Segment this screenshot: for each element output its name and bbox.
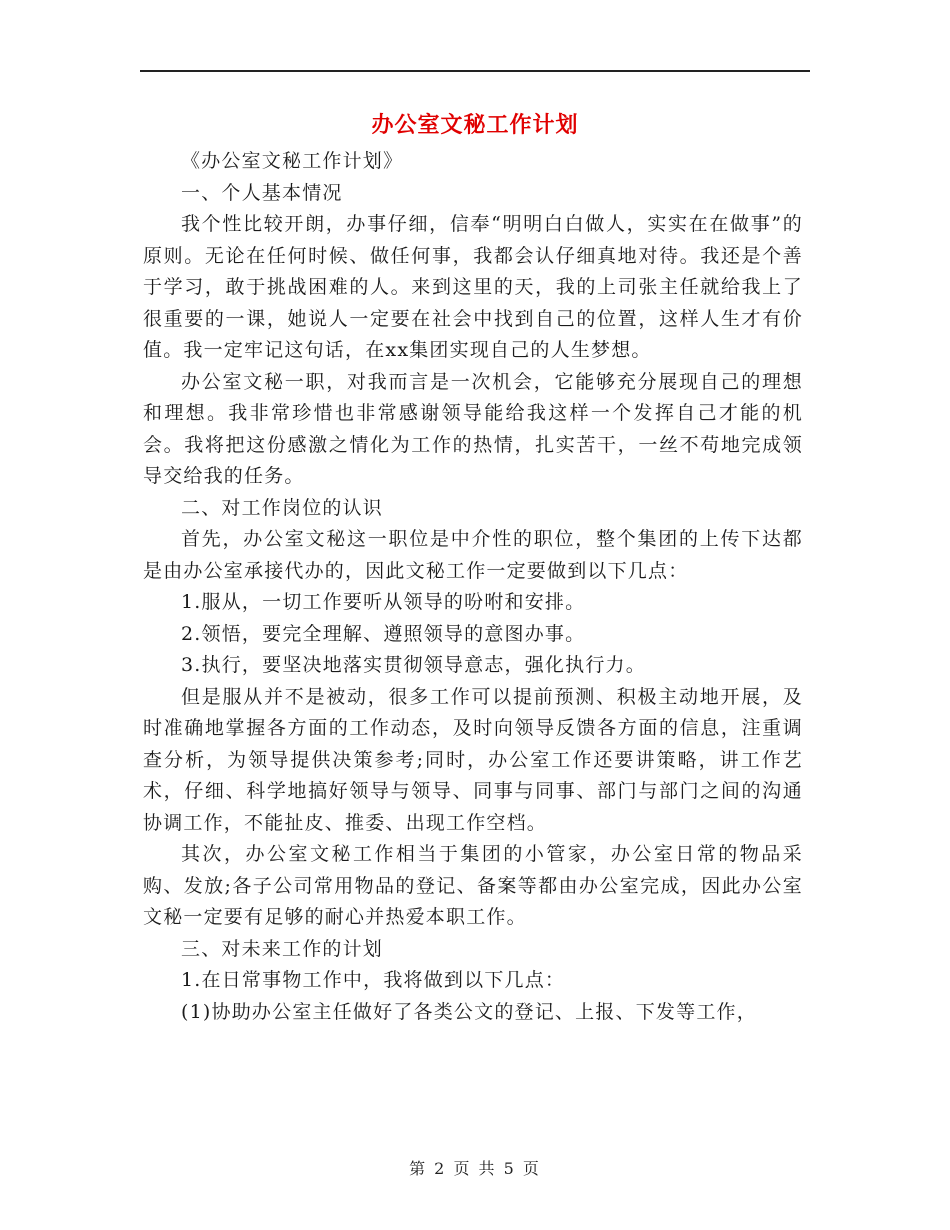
- list-item: 1.在日常事物工作中，我将做到以下几点：: [181, 969, 566, 991]
- page-number: 第 2 页 共 5 页: [409, 1159, 541, 1178]
- paragraph: 但是服从并不是被动，很多工作可以提前预测、积极主动地开展，及时准确地掌握各方面的工作动态，及时向领导反馈各方面的信息，注重调查分析，为领导提供决策参考;同时，办公室工作还要讲策略，讲工作艺术，仔细、科学地搞好领导与领导、同事与同事、部门与部门之间的沟通协调工作，不能扯皮、推委、出现工作空档。: [143, 685, 803, 834]
- list-item: 2.领悟，要完全理解、遵照领导的意图办事。: [181, 622, 586, 645]
- list-item: 1.服从，一切工作要听从领导的吩咐和安排。: [181, 591, 586, 613]
- list-item: (1)协助办公室主任做好了各类公文的登记、上报、下发等工作，: [181, 1000, 757, 1023]
- paragraph: 我个性比较开朗，办事仔细，信奉“明明白白做人，实实在在做事”的原则。无论在任何时候、做任何事，我都会认仔细真地对待。我还是个善于学习，敢于挑战困难的人。来到这里的天，我的上司张主任就给我上了很重要的一课，她说人一定要在社会中找到自己的位置，这样人生才有价值。我一定牢记这句话，在xx集团实现自己的人生梦想。: [143, 213, 803, 361]
- paragraph: 首先，办公室文秘这一职位是中介性的职位，整个集团的上传下达都是由办公室承接代办的，因此文秘工作一定要做到以下几点：: [143, 528, 803, 582]
- section-heading: 三、对未来工作的计划: [181, 937, 384, 960]
- paragraph: 《办公室文秘工作计划》: [181, 150, 404, 172]
- list-item: 3.执行，要坚决地落实贯彻领导意志，强化执行力。: [181, 654, 646, 676]
- document-body: [143, 146, 803, 1028]
- section-heading: 二、对工作岗位的认识: [181, 496, 384, 519]
- document-title: 办公室文秘工作计划: [371, 112, 579, 138]
- section-heading: 一、个人基本情况: [181, 181, 343, 204]
- paragraph: 其次，办公室文秘工作相当于集团的小管家，办公室日常的物品采购、发放;各子公司常用物品的登记、备案等都由办公室完成，因此办公室文秘一定要有足够的耐心并热爱本职工作。: [143, 843, 803, 928]
- header-rule: [140, 70, 810, 72]
- paragraph: 办公室文秘一职，对我而言是一次机会，它能够充分展现自己的理想和理想。我非常珍惜也非常感谢领导能给我这样一个发挥自己才能的机会。我将把这份感激之情化为工作的热情，扎实苦干，一丝不苟地完成领导交给我的任务。: [143, 370, 803, 487]
